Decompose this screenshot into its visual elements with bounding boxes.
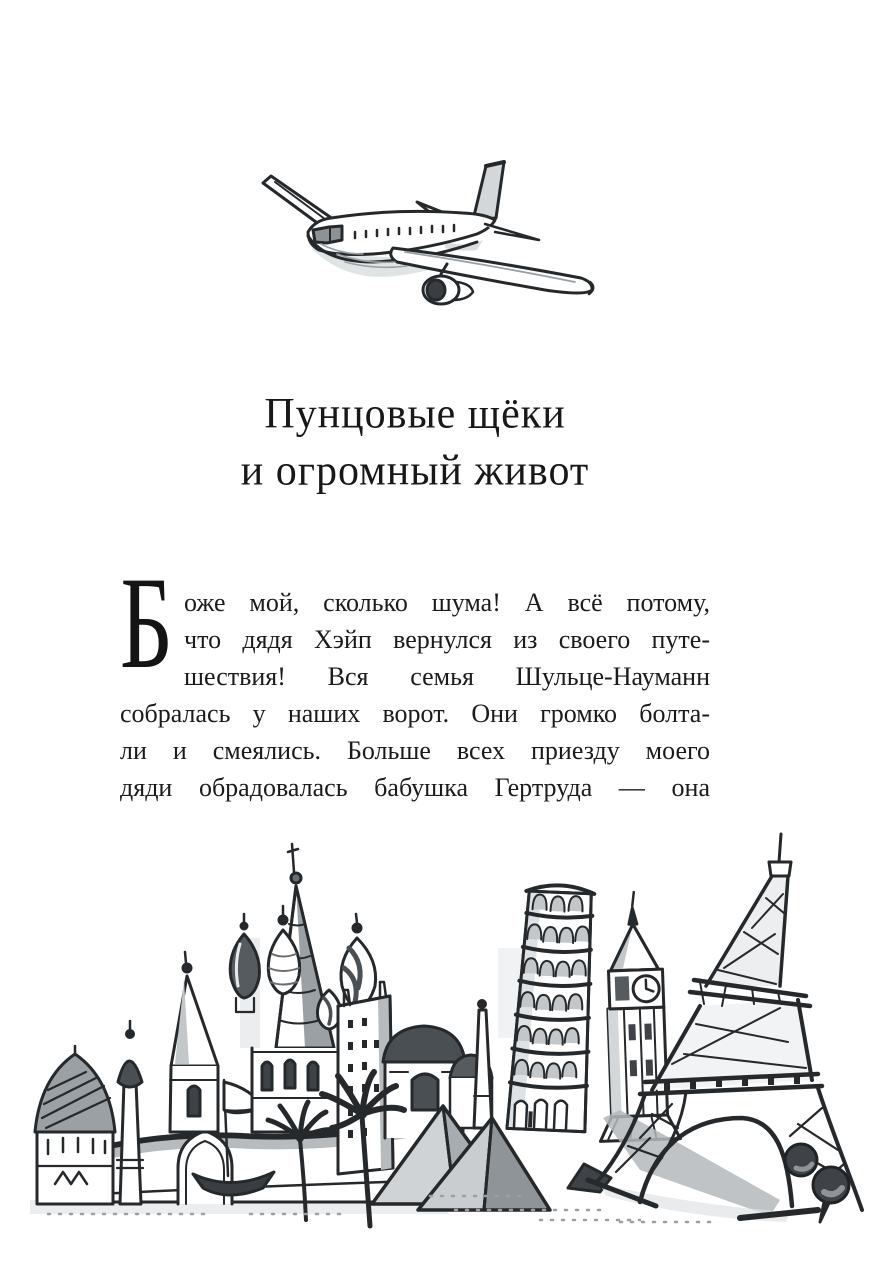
chapter-title — [120, 390, 710, 495]
obelisk-minaret — [474, 1001, 492, 1129]
body-paragraph — [120, 549, 710, 806]
world-landmarks-skyline-illustration — [0, 828, 886, 1230]
paragraph-line: дяди обрадовалась бабушка Гертруда — она — [120, 773, 710, 802]
airplane-illustration — [245, 150, 601, 334]
airplane-cockpit-windows — [313, 226, 342, 243]
paragraph-line: оже мой, сколько шума! А всё потому, — [184, 588, 710, 617]
big-ben — [592, 891, 681, 1142]
paragraph-line: ли и смеялись. Больше всех приезду моего — [120, 736, 710, 765]
paragraph-lines-beside-cap — [184, 584, 710, 695]
leaning-tower-of-pisa — [507, 884, 596, 1132]
minaret — [117, 1021, 143, 1204]
paragraph-line: шествия! Вся семья Шульце-Науманн — [184, 662, 710, 691]
pisa-base-arches — [514, 1099, 567, 1129]
mosque-dome — [35, 1046, 115, 1204]
chapter-title-line-2: и огромный живот — [240, 447, 590, 495]
paragraph-line: собралась у наших ворот. Они громко болта- — [120, 699, 710, 728]
landmarks-illustration — [0, 828, 886, 1230]
paragraph-line: что дядя Хэйп вернулся из своего путе- — [184, 625, 710, 654]
airplane-sketch-illustration — [245, 150, 601, 334]
drop-cap: Б — [120, 549, 174, 696]
chapter-title-line-1: Пунцовые щёки — [264, 390, 566, 438]
